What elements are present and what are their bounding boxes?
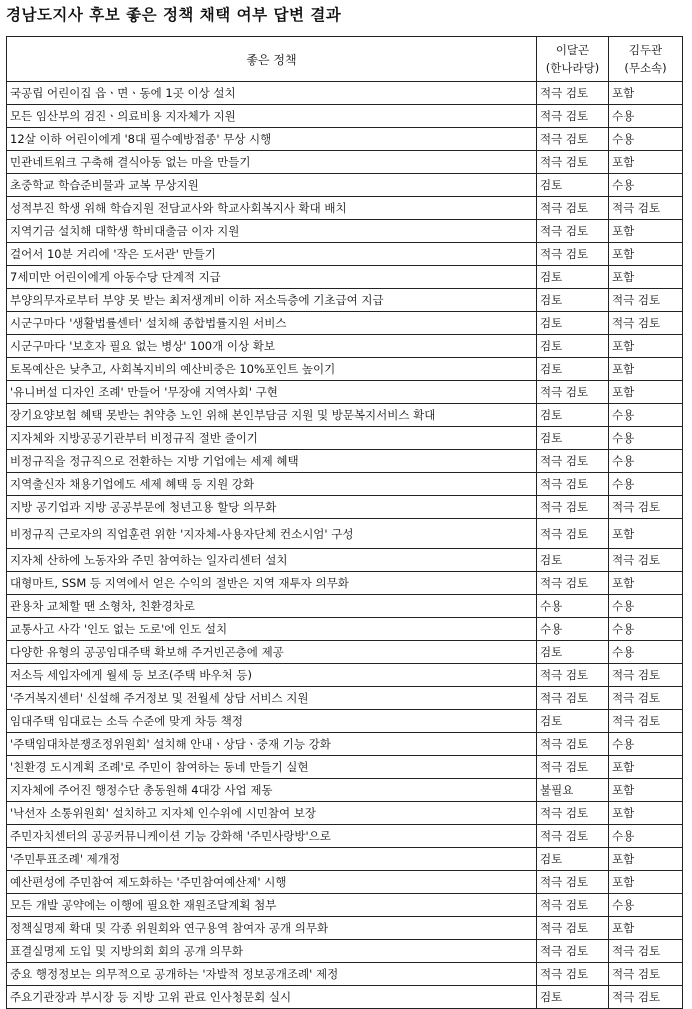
table-row (7, 549, 683, 572)
table-row (7, 595, 683, 618)
table-row (7, 496, 683, 519)
candidate-1-name: 이달곤 (555, 43, 590, 57)
policy-cell: '낙선자 소통위원회' 설치하고 지자체 인수위에 시민참여 보장 (7, 802, 537, 825)
policy-cell: 중요 행정정보는 의무적으로 공개하는 '자발적 정보공개조례' 제정 (7, 963, 537, 986)
policy-cell: 지방 공기업과 지방 공공부문에 청년고용 할당 의무화 (7, 496, 537, 519)
policy-cell: 정책실명제 확대 및 각종 위원회와 연구용역 참여자 공개 의무화 (7, 917, 537, 940)
table-row (7, 940, 683, 963)
candidate-1-answer: 검토 (537, 641, 609, 664)
policy-cell: 교통사고 사각 '인도 없는 도로'에 인도 설치 (7, 618, 537, 641)
candidate-1-answer: 적극 검토 (537, 519, 609, 549)
table-row (7, 871, 683, 894)
policy-cell: 성적부진 학생 위해 학습지원 전담교사와 학교사회복지사 확대 배치 (7, 197, 537, 220)
candidate-2-answer: 포함 (609, 519, 683, 549)
candidate-1-answer: 적극 검토 (537, 105, 609, 128)
candidate-1-answer: 적극 검토 (537, 871, 609, 894)
table-row (7, 174, 683, 197)
candidate-1-answer: 적극 검토 (537, 82, 609, 105)
header-candidate-1 (537, 37, 609, 82)
header-policy: 좋은 정책 (7, 37, 537, 82)
policy-cell: 시군구마다 '보호자 필요 없는 병상' 100개 이상 확보 (7, 335, 537, 358)
policy-cell: 지역출신자 채용기업에도 세제 혜택 등 지원 강화 (7, 473, 537, 496)
candidate-1-answer: 검토 (537, 404, 609, 427)
policy-cell: 민관네트워크 구축해 결식아동 없는 마을 만들기 (7, 151, 537, 174)
policy-cell: '주민투표조례' 제개정 (7, 848, 537, 871)
policy-cell: 초중학교 학습준비물과 교복 무상지원 (7, 174, 537, 197)
page-title: 경남도지사 후보 좋은 정책 채택 여부 답변 결과 (6, 5, 342, 24)
policy-cell: 주민자치센터의 공공커뮤니케이션 기능 강화해 '주민사랑방'으로 (7, 825, 537, 848)
candidate-2-answer: 포함 (609, 220, 683, 243)
policy-cell: 시군구마다 '생활법률센터' 설치해 종합법률지원 서비스 (7, 312, 537, 335)
candidate-2-answer: 포함 (609, 266, 683, 289)
policy-cell: 대형마트, SSM 등 지역에서 얻은 수익의 절반은 지역 재투자 의무화 (7, 572, 537, 595)
table-row (7, 358, 683, 381)
candidate-1-answer: 검토 (537, 289, 609, 312)
candidate-1-answer: 적극 검토 (537, 243, 609, 266)
table-row (7, 963, 683, 986)
candidate-2-answer: 수용 (609, 473, 683, 496)
policy-cell: 비정규직 근로자의 직업훈련 위한 '지자체-사용자단체 컨소시엄' 구성 (7, 519, 537, 549)
candidate-2-answer: 포함 (609, 381, 683, 404)
table-row (7, 151, 683, 174)
candidate-1-answer: 적극 검토 (537, 220, 609, 243)
candidate-2-answer: 적극 검토 (609, 710, 683, 733)
candidate-1-party: (한나라당) (545, 61, 600, 75)
candidate-2-answer: 포함 (609, 151, 683, 174)
candidate-1-answer: 적극 검토 (537, 381, 609, 404)
candidate-1-answer: 검토 (537, 427, 609, 450)
policy-cell: 표결실명제 도입 및 지방의회 회의 공개 의무화 (7, 940, 537, 963)
candidate-1-answer: 적극 검토 (537, 197, 609, 220)
candidate-2-answer: 포함 (609, 802, 683, 825)
table-row (7, 848, 683, 871)
table-row (7, 335, 683, 358)
candidate-1-answer: 검토 (537, 266, 609, 289)
candidate-2-answer: 적극 검토 (609, 986, 683, 1009)
policy-cell: 관용차 교체할 땐 소형차, 친환경차로 (7, 595, 537, 618)
candidate-2-answer: 적극 검토 (609, 289, 683, 312)
candidate-1-answer: 적극 검토 (537, 572, 609, 595)
table-row (7, 641, 683, 664)
policy-cell: 비정규직을 정규직으로 전환하는 지방 기업에는 세제 혜택 (7, 450, 537, 473)
table-row (7, 733, 683, 756)
table-row (7, 427, 683, 450)
policy-cell: 지자체에 주어진 행정수단 총동원해 4대강 사업 제동 (7, 779, 537, 802)
candidate-1-answer: 검토 (537, 549, 609, 572)
candidate-2-answer: 수용 (609, 427, 683, 450)
policy-cell: 임대주택 임대료는 소득 수준에 맞게 차등 책정 (7, 710, 537, 733)
candidate-2-answer: 수용 (609, 825, 683, 848)
candidate-1-answer: 적극 검토 (537, 151, 609, 174)
table-row (7, 105, 683, 128)
candidate-1-answer: 수용 (537, 618, 609, 641)
policy-cell: 지자체 산하에 노동자와 주민 참여하는 일자리센터 설치 (7, 549, 537, 572)
policy-cell: 지역기금 설치해 대학생 학비대출금 이자 지원 (7, 220, 537, 243)
candidate-2-answer: 수용 (609, 128, 683, 151)
table-header-row (7, 37, 683, 82)
candidate-1-answer: 적극 검토 (537, 825, 609, 848)
policy-cell: '주택임대차분쟁조정위원회' 설치해 안내ㆍ상담ㆍ중재 기능 강화 (7, 733, 537, 756)
table-row (7, 243, 683, 266)
policy-cell: 장기요양보험 혜택 못받는 취약층 노인 위해 본인부담금 지원 및 방문복지서비스 확대 (7, 404, 537, 427)
table-row (7, 687, 683, 710)
candidate-1-answer: 적극 검토 (537, 664, 609, 687)
candidate-2-answer: 포함 (609, 871, 683, 894)
candidate-1-answer: 적극 검토 (537, 496, 609, 519)
candidate-2-answer: 적극 검토 (609, 312, 683, 335)
table-row (7, 664, 683, 687)
candidate-1-answer: 검토 (537, 986, 609, 1009)
table-row (7, 710, 683, 733)
table-row (7, 618, 683, 641)
candidate-1-answer: 검토 (537, 335, 609, 358)
candidate-2-answer: 적극 검토 (609, 496, 683, 519)
table-row (7, 220, 683, 243)
table-row (7, 82, 683, 105)
candidate-2-name: 김두관 (628, 43, 663, 57)
candidate-1-answer: 적극 검토 (537, 963, 609, 986)
table-row (7, 289, 683, 312)
policy-cell: 다양한 유형의 공공임대주택 확보해 주거빈곤층에 제공 (7, 641, 537, 664)
candidate-1-answer: 수용 (537, 595, 609, 618)
candidate-1-answer: 적극 검토 (537, 802, 609, 825)
policy-cell: 저소득 세입자에게 월세 등 보조(주택 바우처 등) (7, 664, 537, 687)
candidate-1-answer: 검토 (537, 312, 609, 335)
candidate-2-answer: 포함 (609, 779, 683, 802)
candidate-2-answer: 수용 (609, 641, 683, 664)
candidate-1-answer: 적극 검토 (537, 940, 609, 963)
table-row (7, 197, 683, 220)
policy-cell: 7세미만 어린이에게 아동수당 단계적 지급 (7, 266, 537, 289)
candidate-2-answer: 적극 검토 (609, 197, 683, 220)
candidate-1-answer: 적극 검토 (537, 473, 609, 496)
table-row (7, 519, 683, 549)
policy-cell: 걸어서 10분 거리에 '작은 도서관' 만들기 (7, 243, 537, 266)
candidate-2-party: (무소속) (624, 61, 667, 75)
table-row (7, 779, 683, 802)
candidate-2-answer: 수용 (609, 595, 683, 618)
candidate-1-answer: 불필요 (537, 779, 609, 802)
policy-cell: 토목예산은 낮추고, 사회복지비의 예산비중은 10%포인트 높이기 (7, 358, 537, 381)
candidate-2-answer: 적극 검토 (609, 940, 683, 963)
policy-table (6, 36, 683, 1009)
table-row (7, 917, 683, 940)
table-row (7, 572, 683, 595)
policy-cell: '유니버설 디자인 조례' 만들어 '무장애 지역사회' 구현 (7, 381, 537, 404)
candidate-1-answer: 검토 (537, 848, 609, 871)
candidate-2-answer: 적극 검토 (609, 549, 683, 572)
candidate-2-answer: 수용 (609, 105, 683, 128)
candidate-1-answer: 적극 검토 (537, 687, 609, 710)
candidate-2-answer: 포함 (609, 335, 683, 358)
candidate-1-answer: 검토 (537, 174, 609, 197)
table-row (7, 450, 683, 473)
policy-cell: 모든 개발 공약에는 이행에 필요한 재원조달계획 첨부 (7, 894, 537, 917)
candidate-2-answer: 포함 (609, 243, 683, 266)
candidate-2-answer: 적극 검토 (609, 664, 683, 687)
candidate-2-answer: 포함 (609, 756, 683, 779)
candidate-1-answer: 적극 검토 (537, 450, 609, 473)
candidate-1-answer: 적극 검토 (537, 917, 609, 940)
policy-cell: 국공립 어린이집 읍ㆍ면ㆍ동에 1곳 이상 설치 (7, 82, 537, 105)
candidate-1-answer: 적극 검토 (537, 756, 609, 779)
candidate-2-answer: 수용 (609, 894, 683, 917)
candidate-2-answer: 포함 (609, 917, 683, 940)
policy-cell: 12살 이하 어린이에게 '8대 필수예방접종' 무상 시행 (7, 128, 537, 151)
candidate-1-answer: 적극 검토 (537, 894, 609, 917)
candidate-2-answer: 포함 (609, 82, 683, 105)
policy-cell: 부양의무자로부터 부양 못 받는 최저생계비 이하 저소득층에 기초급여 지급 (7, 289, 537, 312)
candidate-2-answer: 수용 (609, 733, 683, 756)
table-row (7, 266, 683, 289)
policy-cell: '주거복지센터' 신설해 주거정보 및 전월세 상담 서비스 지원 (7, 687, 537, 710)
candidate-1-answer: 적극 검토 (537, 733, 609, 756)
candidate-2-answer: 수용 (609, 450, 683, 473)
table-row (7, 312, 683, 335)
candidate-1-answer: 적극 검토 (537, 128, 609, 151)
table-row (7, 381, 683, 404)
table-row (7, 825, 683, 848)
policy-cell: 예산편성에 주민참여 제도화하는 '주민참여예산제' 시행 (7, 871, 537, 894)
table-row (7, 756, 683, 779)
candidate-2-answer: 수용 (609, 618, 683, 641)
candidate-2-answer: 포함 (609, 572, 683, 595)
candidate-2-answer: 포함 (609, 848, 683, 871)
policy-cell: 지자체와 지방공공기관부터 비정규직 절반 줄이기 (7, 427, 537, 450)
table-row (7, 128, 683, 151)
table-row (7, 986, 683, 1009)
header-candidate-2 (609, 37, 683, 82)
candidate-2-answer: 수용 (609, 174, 683, 197)
policy-cell: 모든 임산부의 검진ㆍ의료비용 지자체가 지원 (7, 105, 537, 128)
candidate-1-answer: 검토 (537, 358, 609, 381)
candidate-1-answer: 검토 (537, 710, 609, 733)
table-row (7, 894, 683, 917)
table-row (7, 473, 683, 496)
policy-cell: 주요기관장과 부시장 등 지방 고위 관료 인사청문회 실시 (7, 986, 537, 1009)
table-row (7, 802, 683, 825)
candidate-2-answer: 적극 검토 (609, 963, 683, 986)
table-row (7, 404, 683, 427)
policy-cell: '친환경 도시계획 조례'로 주민이 참여하는 동네 만들기 실현 (7, 756, 537, 779)
candidate-2-answer: 적극 검토 (609, 687, 683, 710)
candidate-2-answer: 수용 (609, 404, 683, 427)
candidate-2-answer: 포함 (609, 358, 683, 381)
table-body (7, 82, 683, 1009)
